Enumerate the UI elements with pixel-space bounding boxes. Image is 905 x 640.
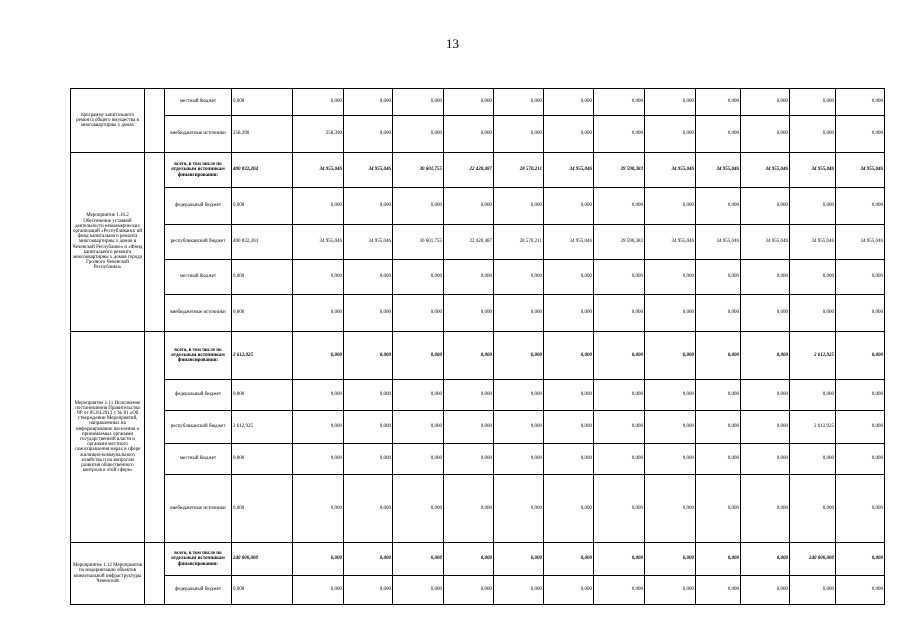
year-value: 0,000 xyxy=(293,260,344,295)
year-value: 0,000 xyxy=(544,444,594,475)
year-value: 0,000 xyxy=(645,380,696,411)
year-value: 0,000 xyxy=(594,295,645,332)
year-value: 0,000 xyxy=(544,116,594,153)
year-value: 0,000 xyxy=(741,576,790,605)
year-value: 0,000 xyxy=(594,411,645,444)
year-value: 34 955,046 xyxy=(645,225,696,260)
year-value: 39 590,383 xyxy=(594,153,645,188)
year-value: 30 601,755 xyxy=(393,225,444,260)
year-value: 0,000 xyxy=(494,188,544,225)
year-value: 0,000 xyxy=(494,332,544,380)
year-value: 0,000 xyxy=(444,260,494,295)
year-value: 0,000 xyxy=(741,444,790,475)
year-value: 0,000 xyxy=(696,475,741,543)
year-value: 34 955,046 xyxy=(544,153,594,188)
year-value: 34 955,046 xyxy=(696,225,741,260)
funding-source: всего, в том числе по отдельным источникам финансирования: xyxy=(165,543,232,576)
year-value: 0,000 xyxy=(544,260,594,295)
year-value: 0,000 xyxy=(494,380,544,411)
year-value: 0,000 xyxy=(696,116,741,153)
funding-source: всего, в том числе по отдельным источникам финансирования: xyxy=(165,153,232,188)
funding-source: федеральный бюджет xyxy=(165,188,232,225)
year-value: 0,000 xyxy=(836,411,885,444)
year-value: 0,000 xyxy=(344,188,393,225)
year-value: 34 955,046 xyxy=(790,225,836,260)
year-value: 0,000 xyxy=(293,89,344,116)
year-value: 0,000 xyxy=(344,89,393,116)
year-value: 0,000 xyxy=(393,260,444,295)
year-value: 28 570,211 xyxy=(494,225,544,260)
year-value: 0,000 xyxy=(344,475,393,543)
year-value: 0,000 xyxy=(544,543,594,576)
year-value: 0,000 xyxy=(836,444,885,475)
table-row xyxy=(71,576,885,605)
total-value: 2 612,925 xyxy=(232,332,293,380)
year-value: 0,000 xyxy=(293,444,344,475)
funding-source: внебюджетные источники xyxy=(165,475,232,543)
year-value: 0,000 xyxy=(444,89,494,116)
measure-name: Мероприятие 1.12 Мероприятия по модернизации объектов коммунальной инфраструктуры Чеченской xyxy=(71,543,145,605)
year-value: 0,000 xyxy=(594,188,645,225)
year-value: 0,000 xyxy=(741,411,790,444)
year-value: 0,000 xyxy=(393,576,444,605)
year-value: 0,000 xyxy=(393,188,444,225)
year-value: 0,000 xyxy=(494,475,544,543)
year-value: 0,000 xyxy=(645,475,696,543)
year-value: 0,000 xyxy=(836,188,885,225)
year-value: 0,000 xyxy=(645,116,696,153)
total-value: 400 832,204 xyxy=(232,153,293,188)
table-row xyxy=(71,475,885,543)
year-value: 0,000 xyxy=(696,380,741,411)
year-value: 0,000 xyxy=(494,260,544,295)
table-row xyxy=(71,116,885,153)
year-value: 0,000 xyxy=(344,576,393,605)
year-value: 0,000 xyxy=(696,332,741,380)
year-value: 0,000 xyxy=(790,444,836,475)
year-value: 0,000 xyxy=(494,116,544,153)
year-value: 0,000 xyxy=(544,380,594,411)
year-value: 0,000 xyxy=(293,332,344,380)
table-row xyxy=(71,543,885,576)
year-value: 0,000 xyxy=(444,380,494,411)
measure-name: Мероприятие 1.11 Исполнение постановления Правительства ЧР от 05.04.2013 г. № 81 «Об утверждении Мероприятий, направленных на информирование населения о принимаемых органами государственной власти и органами местного самоуправления мерах в сфере жилищно-коммунального хозяйства и по вопросам развития общественного контроля в этой сфере» xyxy=(71,332,145,543)
year-value: 0,000 xyxy=(444,475,494,543)
table-row xyxy=(71,225,885,260)
year-value: 0,000 xyxy=(741,89,790,116)
measure-name: Мероприятие 1.10.2 Обеспечение уставной деятельности некоммерческих организаций «Республиканск ий фонд капитального ремонта многоквартирны х домов в Чеченской Республике» и «Фонд капитального ремонта многоквартирны х домов города Грозного Чеченской Республики» xyxy=(71,153,145,332)
year-value: 0,000 xyxy=(544,89,594,116)
year-value: 0,000 xyxy=(645,543,696,576)
table-row xyxy=(71,188,885,225)
table-row xyxy=(71,380,885,411)
year-value: 0,000 xyxy=(594,576,645,605)
year-value: 0,000 xyxy=(696,543,741,576)
total-value: 400 832,204 xyxy=(232,225,293,260)
table-row xyxy=(71,411,885,444)
year-value: 0,000 xyxy=(344,444,393,475)
year-value: 0,000 xyxy=(594,475,645,543)
year-value: 0,000 xyxy=(790,576,836,605)
year-value: 0,000 xyxy=(836,260,885,295)
year-value: 0,000 xyxy=(696,188,741,225)
year-value: 0,000 xyxy=(494,576,544,605)
year-value: 0,000 xyxy=(645,411,696,444)
year-value: 0,000 xyxy=(696,295,741,332)
year-value: 0,000 xyxy=(494,444,544,475)
year-value: 0,000 xyxy=(741,543,790,576)
year-value: 0,000 xyxy=(293,188,344,225)
year-value: 0,000 xyxy=(836,380,885,411)
year-value: 34 955,046 xyxy=(696,153,741,188)
year-value: 0,000 xyxy=(696,89,741,116)
year-value: 0,000 xyxy=(836,89,885,116)
year-value: 0,000 xyxy=(444,332,494,380)
year-value: 34 955,046 xyxy=(293,225,344,260)
year-value: 0,000 xyxy=(741,475,790,543)
year-value: 0,000 xyxy=(494,295,544,332)
year-value: 0,000 xyxy=(645,444,696,475)
year-value: 0,000 xyxy=(393,89,444,116)
table-row xyxy=(71,153,885,188)
year-value: 0,000 xyxy=(645,332,696,380)
year-value: 0,000 xyxy=(594,116,645,153)
year-value: 34 955,046 xyxy=(836,153,885,188)
blank-column xyxy=(145,89,165,153)
year-value: 0,000 xyxy=(594,380,645,411)
funding-source: внебюджетные источники xyxy=(165,116,232,153)
year-value: 0,000 xyxy=(494,411,544,444)
year-value: 0,000 xyxy=(544,475,594,543)
year-value: 0,000 xyxy=(696,444,741,475)
funding-source: федеральный бюджет xyxy=(165,576,232,605)
year-value: 0,000 xyxy=(444,444,494,475)
year-value: 0,000 xyxy=(741,332,790,380)
year-value: 0,000 xyxy=(645,260,696,295)
year-value: 0,000 xyxy=(645,89,696,116)
year-value: 34 955,046 xyxy=(741,225,790,260)
year-value: 0,000 xyxy=(393,475,444,543)
year-value: 22 420,487 xyxy=(444,225,494,260)
year-value: 0,000 xyxy=(741,295,790,332)
year-value: 0,000 xyxy=(741,116,790,153)
total-value: 240 000,000 xyxy=(232,543,293,576)
year-value: 0,000 xyxy=(444,411,494,444)
total-value: 258,390 xyxy=(232,116,293,153)
year-value: 0,000 xyxy=(293,380,344,411)
year-value: 0,000 xyxy=(836,295,885,332)
year-value: 0,000 xyxy=(444,295,494,332)
year-value: 0,000 xyxy=(836,576,885,605)
total-value: 0,000 xyxy=(232,444,293,475)
year-value: 0,000 xyxy=(544,188,594,225)
year-value: 0,000 xyxy=(836,475,885,543)
year-value: 0,000 xyxy=(696,411,741,444)
year-value: 2 612,925 xyxy=(790,332,836,380)
table-row xyxy=(71,260,885,295)
blank-column xyxy=(145,543,165,605)
year-value: 2 612,925 xyxy=(790,411,836,444)
funding-source: республиканский бюджет xyxy=(165,225,232,260)
year-value: 0,000 xyxy=(344,543,393,576)
year-value: 0,000 xyxy=(393,295,444,332)
year-value: 0,000 xyxy=(790,188,836,225)
total-value: 2 612,925 xyxy=(232,411,293,444)
year-value: 22 420,487 xyxy=(444,153,494,188)
table-row xyxy=(71,89,885,116)
year-value: 34 955,046 xyxy=(645,153,696,188)
table-row xyxy=(71,444,885,475)
year-value: 0,000 xyxy=(836,543,885,576)
year-value: 0,000 xyxy=(790,260,836,295)
year-value: 0,000 xyxy=(393,543,444,576)
year-value: 0,000 xyxy=(444,116,494,153)
year-value: 0,000 xyxy=(836,332,885,380)
year-value: 34 955,046 xyxy=(344,153,393,188)
year-value: 0,000 xyxy=(790,475,836,543)
year-value: 0,000 xyxy=(696,260,741,295)
year-value: 39 590,383 xyxy=(594,225,645,260)
year-value: 0,000 xyxy=(444,576,494,605)
year-value: 0,000 xyxy=(790,380,836,411)
year-value: 0,000 xyxy=(494,543,544,576)
year-value: 0,000 xyxy=(696,576,741,605)
year-value: 0,000 xyxy=(544,295,594,332)
year-value: 0,000 xyxy=(741,260,790,295)
total-value: 0,000 xyxy=(232,295,293,332)
table-row xyxy=(71,295,885,332)
year-value: 34 955,046 xyxy=(790,153,836,188)
funding-source: республиканский бюджет xyxy=(165,411,232,444)
year-value: 0,000 xyxy=(444,188,494,225)
year-value: 30 601,755 xyxy=(393,153,444,188)
year-value: 0,000 xyxy=(344,260,393,295)
year-value: 34 955,046 xyxy=(544,225,594,260)
year-value: 0,000 xyxy=(293,543,344,576)
year-value: 0,000 xyxy=(790,116,836,153)
year-value: 34 955,046 xyxy=(293,153,344,188)
funding-source: местный бюджет xyxy=(165,260,232,295)
year-value: 0,000 xyxy=(393,116,444,153)
year-value: 0,000 xyxy=(444,543,494,576)
year-value: 0,000 xyxy=(293,475,344,543)
year-value: 0,000 xyxy=(594,260,645,295)
funding-source: внебюджетные источники xyxy=(165,295,232,332)
year-value: 28 570,211 xyxy=(494,153,544,188)
year-value: 0,000 xyxy=(344,116,393,153)
year-value: 0,000 xyxy=(494,89,544,116)
year-value: 0,000 xyxy=(741,188,790,225)
year-value: 34 955,046 xyxy=(741,153,790,188)
page-number: 13 xyxy=(446,36,459,51)
year-value: 240 000,000 xyxy=(790,543,836,576)
year-value: 0,000 xyxy=(544,576,594,605)
year-value: 0,000 xyxy=(790,89,836,116)
year-value: 0,000 xyxy=(393,332,444,380)
year-value: 0,000 xyxy=(544,332,594,380)
funding-source: местный бюджет xyxy=(165,89,232,116)
funding-source: всего, в том числе по отдельным источникам финансирования: xyxy=(165,332,232,380)
year-value: 0,000 xyxy=(344,332,393,380)
total-value: 0,000 xyxy=(232,188,293,225)
total-value: 0,000 xyxy=(232,380,293,411)
year-value: 0,000 xyxy=(293,295,344,332)
year-value: 0,000 xyxy=(594,444,645,475)
year-value: 0,000 xyxy=(393,411,444,444)
year-value: 258,390 xyxy=(293,116,344,153)
blank-column xyxy=(145,153,165,332)
year-value: 0,000 xyxy=(594,89,645,116)
year-value: 0,000 xyxy=(790,295,836,332)
total-value: 0,000 xyxy=(232,260,293,295)
total-value: 0,000 xyxy=(232,475,293,543)
year-value: 0,000 xyxy=(393,380,444,411)
year-value: 0,000 xyxy=(836,116,885,153)
total-value: 0,000 xyxy=(232,576,293,605)
year-value: 34 955,046 xyxy=(344,225,393,260)
year-value: 0,000 xyxy=(344,295,393,332)
year-value: 0,000 xyxy=(645,576,696,605)
measure-name: программу капитального ремонта общего имущества в многоквартирны х домах xyxy=(71,89,145,153)
year-value: 0,000 xyxy=(544,411,594,444)
year-value: 0,000 xyxy=(645,188,696,225)
blank-column xyxy=(145,332,165,543)
year-value: 0,000 xyxy=(344,411,393,444)
funding-source: местный бюджет xyxy=(165,444,232,475)
year-value: 0,000 xyxy=(594,543,645,576)
year-value: 0,000 xyxy=(344,380,393,411)
year-value: 34 955,046 xyxy=(836,225,885,260)
year-value: 0,000 xyxy=(393,444,444,475)
year-value: 0,000 xyxy=(594,332,645,380)
budget-table xyxy=(70,88,885,605)
year-value: 0,000 xyxy=(293,411,344,444)
table-row xyxy=(71,332,885,380)
year-value: 0,000 xyxy=(645,295,696,332)
year-value: 0,000 xyxy=(293,576,344,605)
year-value: 0,000 xyxy=(741,380,790,411)
total-value: 0,000 xyxy=(232,89,293,116)
funding-source: федеральный бюджет xyxy=(165,380,232,411)
